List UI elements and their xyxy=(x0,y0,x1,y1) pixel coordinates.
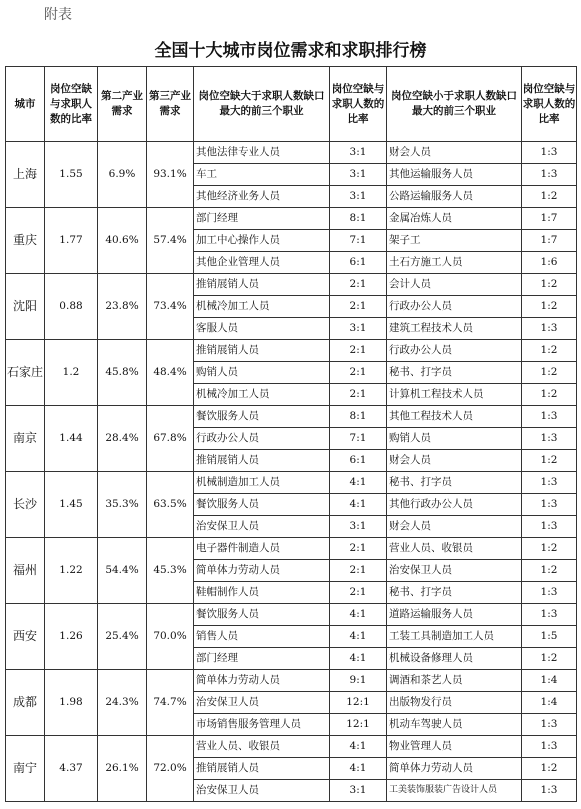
occupation-lt: 公路运输服务人员 xyxy=(387,186,522,208)
occupation-lt: 其他运输服务人员 xyxy=(387,164,522,186)
ratio-gt: 12:1 xyxy=(330,692,387,714)
occupation-gt: 机械冷加工人员 xyxy=(194,384,330,406)
header-city: 城市 xyxy=(6,67,45,142)
occupation-gt: 推销展销人员 xyxy=(194,758,330,780)
ratio-lt: 1:3 xyxy=(522,472,577,494)
ratio-lt: 1:2 xyxy=(522,296,577,318)
city-name: 福州 xyxy=(6,538,45,604)
table-header-row xyxy=(6,67,577,142)
occupation-gt: 市场销售服务管理人员 xyxy=(194,714,330,736)
ratio-lt: 1:3 xyxy=(522,164,577,186)
ratio-lt: 1:2 xyxy=(522,758,577,780)
occupation-gt: 推销展销人员 xyxy=(194,340,330,362)
occupation-gt: 车工 xyxy=(194,164,330,186)
ratio-gt: 2:1 xyxy=(330,296,387,318)
occupation-lt: 简单体力劳动人员 xyxy=(387,758,522,780)
ratio-lt: 1:3 xyxy=(522,604,577,626)
occupation-gt: 餐饮服务人员 xyxy=(194,494,330,516)
ratio-gt: 4:1 xyxy=(330,604,387,626)
secondary-demand: 40.6% xyxy=(98,208,147,274)
ratio-lt: 1:3 xyxy=(522,318,577,340)
occupation-gt: 其他法律专业人员 xyxy=(194,142,330,164)
ratio-lt: 1:3 xyxy=(522,406,577,428)
city-name: 南京 xyxy=(6,406,45,472)
occupation-lt: 机动车驾驶人员 xyxy=(387,714,522,736)
city-ratio: 1.98 xyxy=(45,670,98,736)
ratio-lt: 1:5 xyxy=(522,626,577,648)
table-row xyxy=(6,604,577,626)
ratio-lt: 1:3 xyxy=(522,494,577,516)
tertiary-demand: 73.4% xyxy=(147,274,194,340)
occupation-gt: 客服人员 xyxy=(194,318,330,340)
ratio-gt: 4:1 xyxy=(330,758,387,780)
header-ratio-lt: 岗位空缺与求职人数的比率 xyxy=(522,67,577,142)
table-row xyxy=(6,208,577,230)
ratio-gt: 3:1 xyxy=(330,142,387,164)
tertiary-demand: 93.1% xyxy=(147,142,194,208)
ratio-lt: 1:3 xyxy=(522,516,577,538)
occupation-gt: 其他企业管理人员 xyxy=(194,252,330,274)
header-ratio-gt: 岗位空缺与求职人数的比率 xyxy=(330,67,387,142)
occupation-gt: 治安保卫人员 xyxy=(194,516,330,538)
occupation-lt: 治安保卫人员 xyxy=(387,560,522,582)
secondary-demand: 35.3% xyxy=(98,472,147,538)
ratio-gt: 8:1 xyxy=(330,208,387,230)
tertiary-demand: 74.7% xyxy=(147,670,194,736)
table-body xyxy=(6,142,577,802)
ratio-lt: 1:4 xyxy=(522,670,577,692)
secondary-demand: 24.3% xyxy=(98,670,147,736)
occupation-lt: 财会人员 xyxy=(387,516,522,538)
occupation-lt: 土石方施工人员 xyxy=(387,252,522,274)
secondary-demand: 26.1% xyxy=(98,736,147,802)
ratio-lt: 1:3 xyxy=(522,582,577,604)
ratio-lt: 1:6 xyxy=(522,252,577,274)
ratio-gt: 12:1 xyxy=(330,714,387,736)
occupation-lt: 营业人员、收银员 xyxy=(387,538,522,560)
occupation-lt: 秘书、打字员 xyxy=(387,472,522,494)
tertiary-demand: 45.3% xyxy=(147,538,194,604)
occupation-lt: 财会人员 xyxy=(387,450,522,472)
occupation-gt: 治安保卫人员 xyxy=(194,692,330,714)
ratio-lt: 1:2 xyxy=(522,450,577,472)
ratio-gt: 3:1 xyxy=(330,516,387,538)
city-ratio: 1.44 xyxy=(45,406,98,472)
occupation-lt: 物业管理人员 xyxy=(387,736,522,758)
city-name: 沈阳 xyxy=(6,274,45,340)
secondary-demand: 23.8% xyxy=(98,274,147,340)
occupation-gt: 餐饮服务人员 xyxy=(194,604,330,626)
occupation-lt: 财会人员 xyxy=(387,142,522,164)
ratio-lt: 1:3 xyxy=(522,780,577,802)
ratio-lt: 1:2 xyxy=(522,538,577,560)
occupation-lt: 工美装饰服装广告设计人员 xyxy=(387,780,522,802)
ratio-gt: 6:1 xyxy=(330,252,387,274)
occupation-gt: 推销展销人员 xyxy=(194,450,330,472)
table-row xyxy=(6,340,577,362)
table-row xyxy=(6,538,577,560)
city-name: 南宁 xyxy=(6,736,45,802)
ratio-gt: 4:1 xyxy=(330,472,387,494)
secondary-demand: 28.4% xyxy=(98,406,147,472)
occupation-lt: 会计人员 xyxy=(387,274,522,296)
occupation-gt: 销售人员 xyxy=(194,626,330,648)
occupation-lt: 计算机工程技术人员 xyxy=(387,384,522,406)
tertiary-demand: 57.4% xyxy=(147,208,194,274)
table-row xyxy=(6,406,577,428)
ratio-gt: 3:1 xyxy=(330,318,387,340)
tertiary-demand: 63.5% xyxy=(147,472,194,538)
occupation-lt: 其他行政办公人员 xyxy=(387,494,522,516)
occupation-gt: 治安保卫人员 xyxy=(194,780,330,802)
page-title: 全国十大城市岗位需求和求职排行榜 xyxy=(154,41,427,61)
tertiary-demand: 70.0% xyxy=(147,604,194,670)
occupation-gt: 鞋帽制作人员 xyxy=(194,582,330,604)
ratio-lt: 1:3 xyxy=(522,714,577,736)
occupation-gt: 部门经理 xyxy=(194,648,330,670)
occupation-lt: 出版物发行员 xyxy=(387,692,522,714)
occupation-lt: 其他工程技术人员 xyxy=(387,406,522,428)
ratio-lt: 1:2 xyxy=(522,560,577,582)
table-row xyxy=(6,736,577,758)
ratio-lt: 1:3 xyxy=(522,736,577,758)
occupation-lt: 购销人员 xyxy=(387,428,522,450)
city-ratio: 1.55 xyxy=(45,142,98,208)
occupation-gt: 简单体力劳动人员 xyxy=(194,670,330,692)
ratio-gt: 8:1 xyxy=(330,406,387,428)
tertiary-demand: 48.4% xyxy=(147,340,194,406)
ratio-lt: 1:4 xyxy=(522,692,577,714)
city-ratio: 1.26 xyxy=(45,604,98,670)
ratio-gt: 2:1 xyxy=(330,340,387,362)
secondary-demand: 6.9% xyxy=(98,142,147,208)
secondary-demand: 54.4% xyxy=(98,538,147,604)
ratio-lt: 1:2 xyxy=(522,648,577,670)
occupation-gt: 机械冷加工人员 xyxy=(194,296,330,318)
ratio-lt: 1:3 xyxy=(522,142,577,164)
occupation-gt: 电子器件制造人员 xyxy=(194,538,330,560)
ratio-lt: 1:3 xyxy=(522,428,577,450)
occupation-lt: 秘书、打字员 xyxy=(387,582,522,604)
occupation-gt: 加工中心操作人员 xyxy=(194,230,330,252)
ratio-gt: 3:1 xyxy=(330,780,387,802)
occupation-lt: 工装工具制造加工人员 xyxy=(387,626,522,648)
occupation-lt: 建筑工程技术人员 xyxy=(387,318,522,340)
header-ratio: 岗位空缺与求职人数的比率 xyxy=(45,67,98,142)
tertiary-demand: 72.0% xyxy=(147,736,194,802)
ratio-lt: 1:2 xyxy=(522,274,577,296)
ratio-gt: 2:1 xyxy=(330,560,387,582)
occupation-gt: 营业人员、收银员 xyxy=(194,736,330,758)
city-ratio: 4.37 xyxy=(45,736,98,802)
city-ratio: 1.77 xyxy=(45,208,98,274)
secondary-demand: 45.8% xyxy=(98,340,147,406)
ratio-gt: 4:1 xyxy=(330,736,387,758)
ratio-gt: 9:1 xyxy=(330,670,387,692)
ratio-lt: 1:2 xyxy=(522,186,577,208)
occupation-lt: 机械设备修理人员 xyxy=(387,648,522,670)
ratio-gt: 2:1 xyxy=(330,384,387,406)
city-name: 上海 xyxy=(6,142,45,208)
city-name: 西安 xyxy=(6,604,45,670)
ratio-gt: 2:1 xyxy=(330,582,387,604)
ratio-gt: 4:1 xyxy=(330,626,387,648)
city-name: 成都 xyxy=(6,670,45,736)
occupation-gt: 餐饮服务人员 xyxy=(194,406,330,428)
city-ratio: 1.22 xyxy=(45,538,98,604)
secondary-demand: 25.4% xyxy=(98,604,147,670)
city-ratio: 0.88 xyxy=(45,274,98,340)
header-top-gt: 岗位空缺大于求职人数缺口最大的前三个职业 xyxy=(194,67,330,142)
occupation-lt: 行政办公人员 xyxy=(387,296,522,318)
city-name: 重庆 xyxy=(6,208,45,274)
header-top-lt: 岗位空缺小于求职人数缺口最大的前三个职业 xyxy=(387,67,522,142)
ratio-gt: 2:1 xyxy=(330,538,387,560)
occupation-gt: 其他经济业务人员 xyxy=(194,186,330,208)
table-row xyxy=(6,142,577,164)
ratio-lt: 1:7 xyxy=(522,208,577,230)
ratio-gt: 7:1 xyxy=(330,428,387,450)
ratio-gt: 2:1 xyxy=(330,274,387,296)
city-ratio: 1.45 xyxy=(45,472,98,538)
ratio-gt: 6:1 xyxy=(330,450,387,472)
ratio-gt: 3:1 xyxy=(330,186,387,208)
occupation-lt: 调酒和茶艺人员 xyxy=(387,670,522,692)
city-name: 长沙 xyxy=(6,472,45,538)
occupation-gt: 行政办公人员 xyxy=(194,428,330,450)
header-secondary: 第二产业需求 xyxy=(98,67,147,142)
occupation-gt: 购销人员 xyxy=(194,362,330,384)
ratio-gt: 2:1 xyxy=(330,362,387,384)
occupation-gt: 机械制造加工人员 xyxy=(194,472,330,494)
city-ratio: 1.2 xyxy=(45,340,98,406)
table-row xyxy=(6,472,577,494)
occupation-gt: 推销展销人员 xyxy=(194,274,330,296)
ratio-lt: 1:2 xyxy=(522,340,577,362)
ratio-gt: 4:1 xyxy=(330,494,387,516)
ratio-gt: 7:1 xyxy=(330,230,387,252)
appendix-label: 附表 xyxy=(44,7,72,23)
tertiary-demand: 67.8% xyxy=(147,406,194,472)
city-name: 石家庄 xyxy=(6,340,45,406)
occupation-lt: 金属冶炼人员 xyxy=(387,208,522,230)
ratio-gt: 3:1 xyxy=(330,164,387,186)
ratio-lt: 1:2 xyxy=(522,384,577,406)
table-row xyxy=(6,670,577,692)
occupation-gt: 简单体力劳动人员 xyxy=(194,560,330,582)
ranking-table xyxy=(5,66,577,802)
occupation-lt: 道路运输服务人员 xyxy=(387,604,522,626)
ratio-gt: 4:1 xyxy=(330,648,387,670)
ratio-lt: 1:2 xyxy=(522,362,577,384)
occupation-gt: 部门经理 xyxy=(194,208,330,230)
occupation-lt: 行政办公人员 xyxy=(387,340,522,362)
occupation-lt: 秘书、打字员 xyxy=(387,362,522,384)
table-row xyxy=(6,274,577,296)
occupation-lt: 架子工 xyxy=(387,230,522,252)
ratio-lt: 1:7 xyxy=(522,230,577,252)
header-tertiary: 第三产业需求 xyxy=(147,67,194,142)
